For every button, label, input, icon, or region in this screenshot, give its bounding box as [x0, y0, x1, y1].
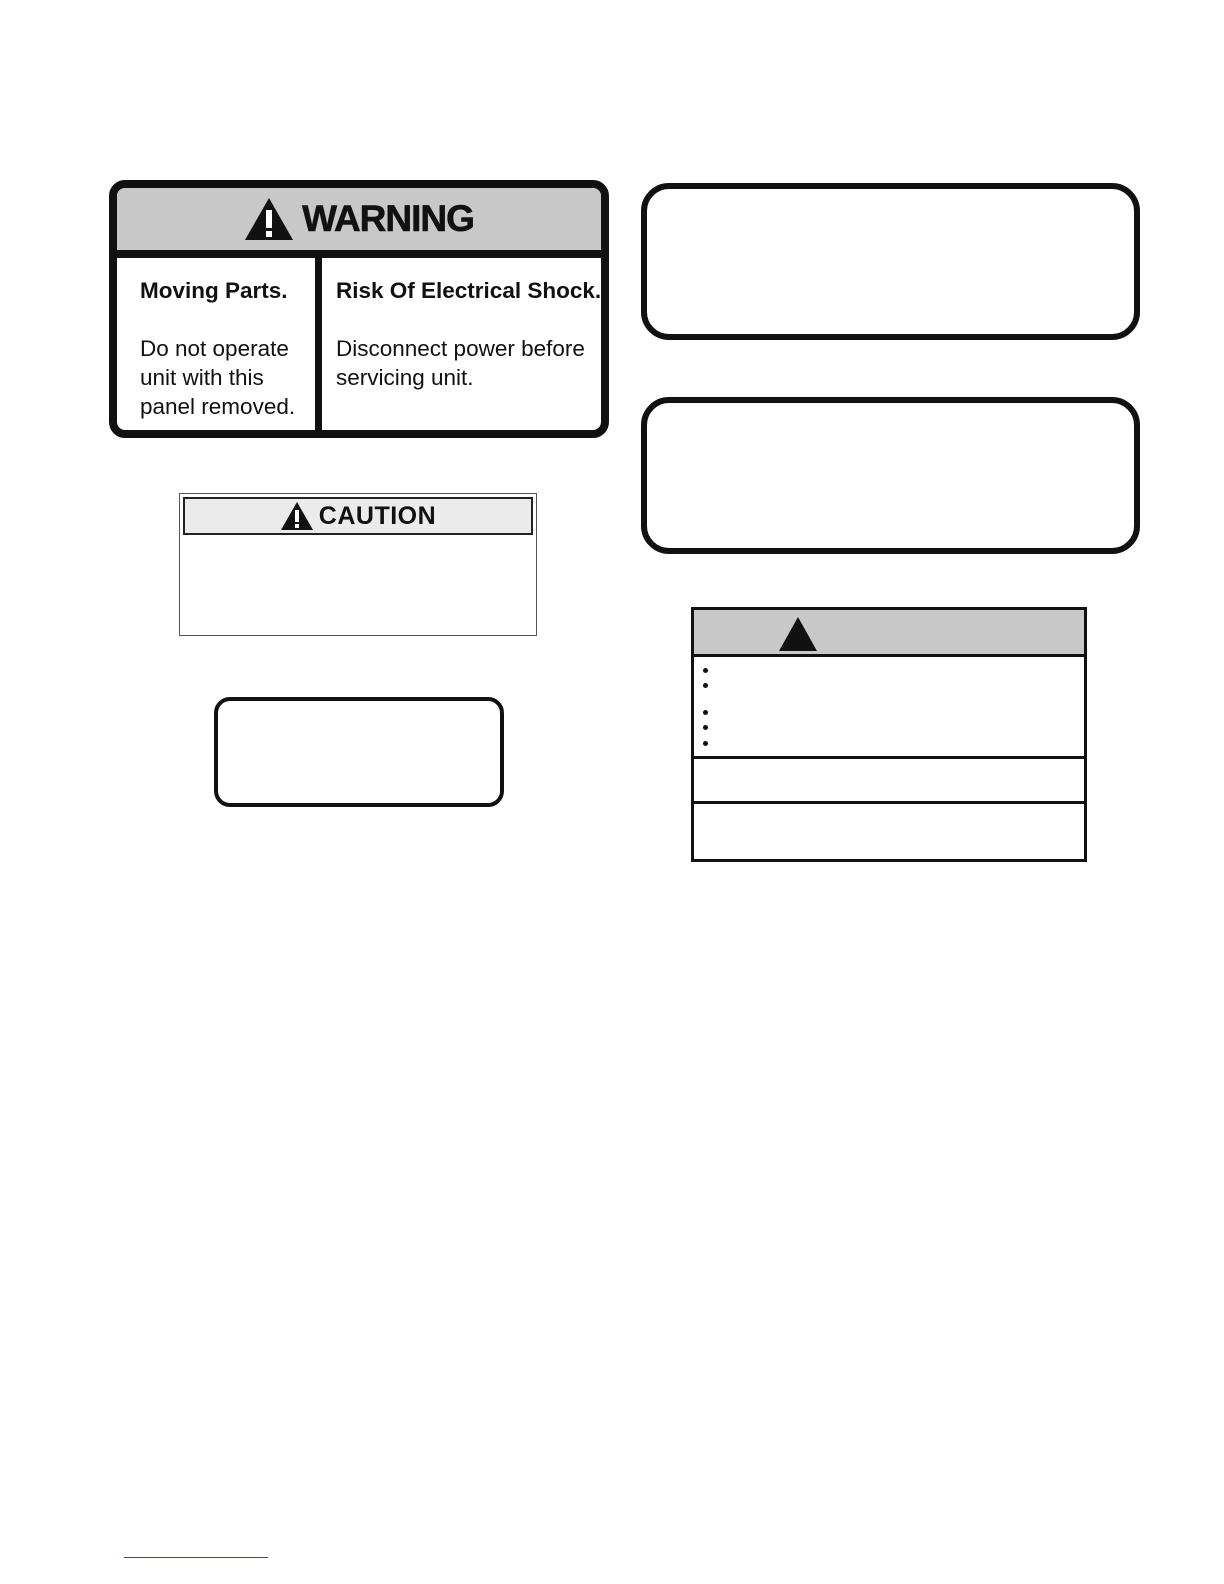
- bullet-point-2: [703, 683, 708, 688]
- bullet-point-5: [703, 741, 708, 746]
- moving-parts-column: [140, 276, 310, 421]
- hazard-header: [694, 610, 1084, 657]
- bullet-point-4: [703, 725, 708, 730]
- bullet-point-3: [703, 710, 708, 715]
- caution-triangle-icon: [280, 501, 314, 531]
- warning-column-divider: [315, 258, 322, 438]
- caution-header: [183, 497, 533, 535]
- caution-title: CAUTION: [318, 501, 437, 530]
- warning-header: [117, 188, 601, 258]
- warning-label: [109, 180, 609, 438]
- moving-parts-heading: Moving Parts.: [140, 278, 288, 303]
- caution-label: [179, 493, 537, 636]
- hazard-label: [691, 607, 1087, 862]
- electrical-shock-heading: Risk Of Electrical Shock.: [336, 278, 602, 303]
- hazard-section-divider-2: [694, 801, 1084, 804]
- hazard-section-divider-1: [694, 756, 1084, 759]
- electrical-shock-text: Disconnect power before servicing unit.: [336, 336, 585, 390]
- blank-label-box-small: [214, 697, 504, 807]
- electrical-shock-column: [336, 276, 606, 392]
- warning-triangle-icon: [244, 197, 294, 241]
- moving-parts-text: Do not operate unit with this panel removed.: [140, 336, 296, 419]
- warning-title: WARNING: [302, 198, 474, 239]
- footer-link-underline[interactable]: [124, 1557, 268, 1558]
- bullet-point-1: [703, 668, 708, 673]
- blank-label-box-middle: [641, 397, 1140, 554]
- blank-label-box-top: [641, 183, 1140, 340]
